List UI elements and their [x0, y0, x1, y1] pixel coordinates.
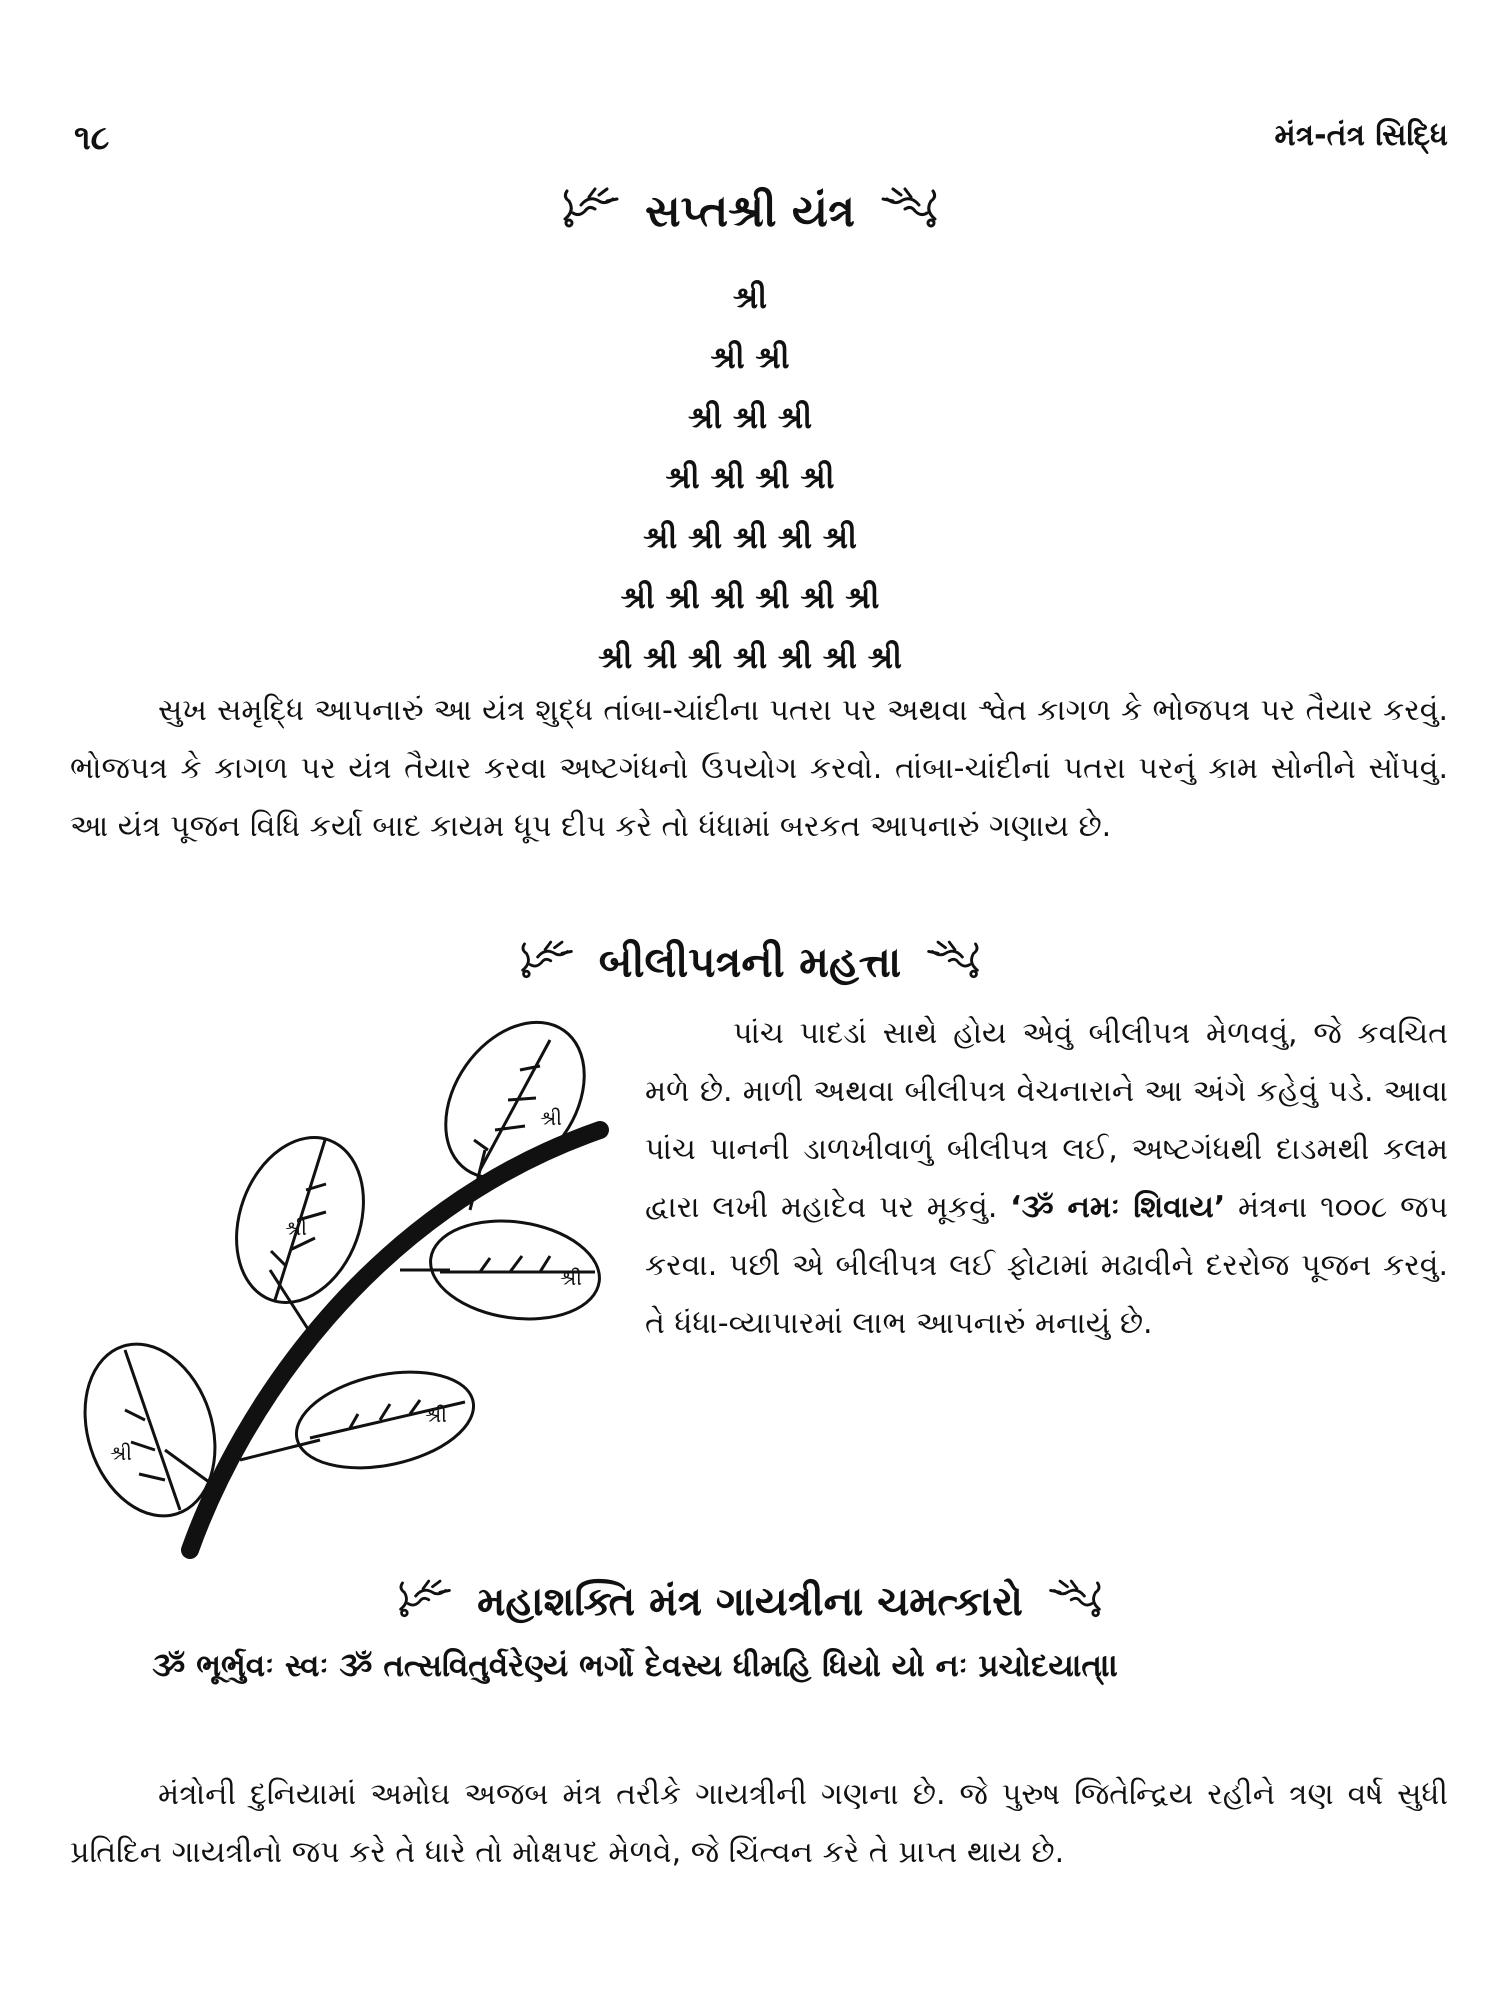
paragraph-text-after: મંત્રના ૧૦૦૮ જપ કરવા. પછી એ બીલીપત્ર લઈ ફોટામાં મઢાવીને દરરોજ પૂજન કરવું. તે ધંધા-વ્યાપારમાં લાભ આપનારું મનાયું છે.: [645, 1190, 1448, 1341]
section-heading-saptashri: [0, 183, 1500, 240]
om-ornament-icon: [517, 936, 577, 990]
yantra-row: શ્રી શ્રી: [710, 340, 790, 376]
yantra-row: શ્રી શ્રી શ્રી શ્રી: [665, 460, 835, 496]
page-number: ૧૮: [74, 118, 110, 158]
paragraph-text: [645, 1005, 1448, 1353]
mantra-text: ૐ ભૂર્ભુવઃ સ્વઃ ૐ તત્સવિતુર્વરેણ્યં ભર્ગો દેવસ્ય ધીમહિ ધિયો યો નઃ પ્રચોદયાત્‌।।: [152, 1648, 1119, 1684]
yantra-row: શ્રી શ્રી શ્રી શ્રી શ્રી શ્રી: [620, 580, 880, 616]
paragraph-text: સુખ સમૃદ્ધિ આપનારું આ યંત્ર શુદ્ધ તાંબા-ચાંદીના પતરા પર અથવા શ્વેત કાગળ કે ભોજપત્ર પર તૈયાર કરવું. ભોજપત્ર કે કાગળ પર યંત્ર તૈયાર કરવા અષ્ટગંધનો ઉપયોગ કરવો. તાંબા-ચાંદીનાં પતરા પરનું કામ સોનીને સોંપવું. આ યંત્ર પૂજન વિધિ કર્યા બાદ કાયમ ધૂપ દીપ કરે તો ધંધામાં બરકત આપનારું ગણાય છે.: [70, 693, 1448, 844]
page-header: [70, 118, 1448, 158]
om-ornament-icon: [923, 936, 983, 990]
bilipatra-illustration: [70, 1010, 630, 1570]
saptashri-paragraph: [70, 682, 1448, 856]
running-head: મંત્ર-તંત્ર સિદ્ધિ: [1274, 118, 1448, 153]
section-heading-bilipatra: [0, 935, 1500, 990]
om-ornament-icon: [1045, 1575, 1105, 1629]
leaf-label: શ્રી: [110, 1441, 133, 1465]
paragraph-text: મંત્રોની દુનિયામાં અમોઘ અજબ મંત્ર તરીકે ગાયત્રીની ગણના છે. જે પુરુષ જિતેન્દ્રિય રહીને ત્રણ વર્ષ સુધી પ્રતિદિન ગાયત્રીનો જપ કરે તે ધારે તો મોક્ષપદ મેળવે, જે ચિંત્વન કરે તે પ્રાપ્ત થાય છે.: [70, 1777, 1448, 1870]
leaf-label: શ્રી: [425, 1403, 448, 1427]
section-title: મહાશક્તિ મંત્ર ગાયત્રીના ચમત્કારો: [477, 1579, 1023, 1625]
shiva-mantra: ‘ૐ નમઃ શિવાય’: [1010, 1190, 1226, 1225]
yantra-row: શ્રી શ્રી શ્રી: [688, 400, 812, 436]
yantra-row: શ્રી શ્રી શ્રી શ્રી શ્રી: [643, 520, 857, 556]
om-ornament-icon: [395, 1575, 455, 1629]
om-ornament-icon: [559, 183, 623, 240]
om-ornament-icon: [877, 183, 941, 240]
section-title: બીલીપત્રની મહત્તા: [598, 937, 902, 987]
gayatri-mantra: [70, 1637, 1448, 1695]
gayatri-paragraph: [70, 1766, 1448, 1882]
section-title: સપ્તશ્રી યંત્ર: [644, 186, 856, 237]
yantra-row: શ્રી: [732, 280, 768, 316]
leaf-label: શ્રી: [285, 1216, 308, 1240]
bilipatra-paragraph: [645, 1005, 1448, 1353]
yantra-row: શ્રી શ્રી શ્રી શ્રી શ્રી શ્રી શ્રી: [598, 640, 902, 676]
leaf-label: શ્રી: [560, 1266, 583, 1290]
saptashri-yantra: [0, 268, 1500, 688]
paragraph-text-before: પાંચ પાદડાં સાથે હોય એવું બીલીપત્ર મેળવવું, જે કવચિત મળે છે. માળી અથવા બીલીપત્ર વેચનારાને આ અંગે કહેવું પડે. આવા પાંચ પાનની ડાળખીવાળું બીલીપત્ર લઈ, અષ્ટગંધથી દાડમથી કલમ દ્વારા લખી મહાદેવ પર મૂકવું.: [645, 1016, 1448, 1225]
leaf-label: શ્રી: [540, 1106, 563, 1130]
section-heading-gayatri: [0, 1575, 1500, 1629]
